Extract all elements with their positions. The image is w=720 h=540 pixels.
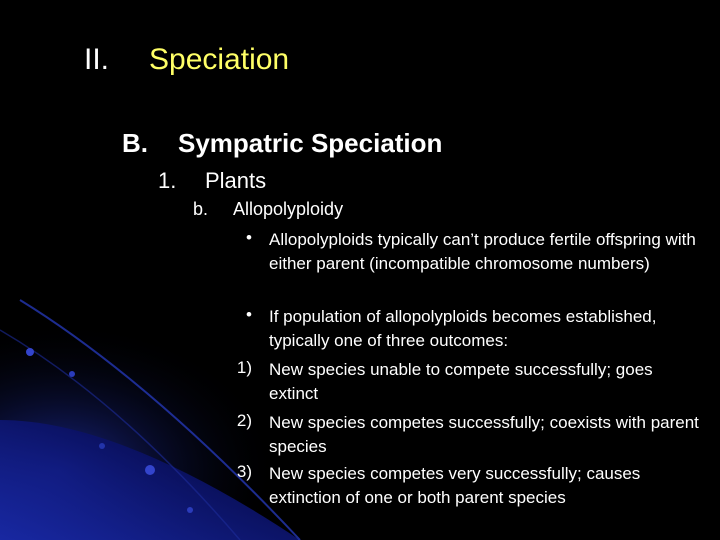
topic-title: Allopolyploidy <box>233 199 344 219</box>
point-marker: 3) <box>236 462 252 481</box>
point-text: New species competes successfully; coexists with parent species <box>269 413 699 456</box>
point-marker: 2) <box>236 411 252 430</box>
decor-dot <box>187 507 193 513</box>
point-text: New species competes very successfully; causes extinction of one or both parent species <box>269 464 641 507</box>
point-marker: 1) <box>236 358 252 377</box>
point-text: If population of allopolyploids becomes established, typically one of three outcomes: <box>269 307 657 350</box>
topic-marker: b. <box>193 199 209 219</box>
subsection-title: Plants <box>205 168 267 193</box>
point-text: New species unable to compete successfully; goes extinct <box>269 360 653 403</box>
decor-dot <box>69 371 75 377</box>
decor-dot <box>99 443 105 449</box>
heading-number: II. <box>84 43 110 76</box>
decor-dot <box>145 465 155 475</box>
slide-title: Speciation <box>149 43 290 76</box>
section-marker: B. <box>122 128 148 158</box>
point-text: Allopolyploids typically can’t produce fertile offspring with either parent (incompatible chromosome numbers) <box>269 230 696 273</box>
point-marker: • <box>246 305 252 324</box>
decor-dot <box>26 348 34 356</box>
subsection-marker: 1. <box>158 168 177 193</box>
section-title: Sympatric Speciation <box>178 128 443 158</box>
point-marker: • <box>246 228 252 247</box>
